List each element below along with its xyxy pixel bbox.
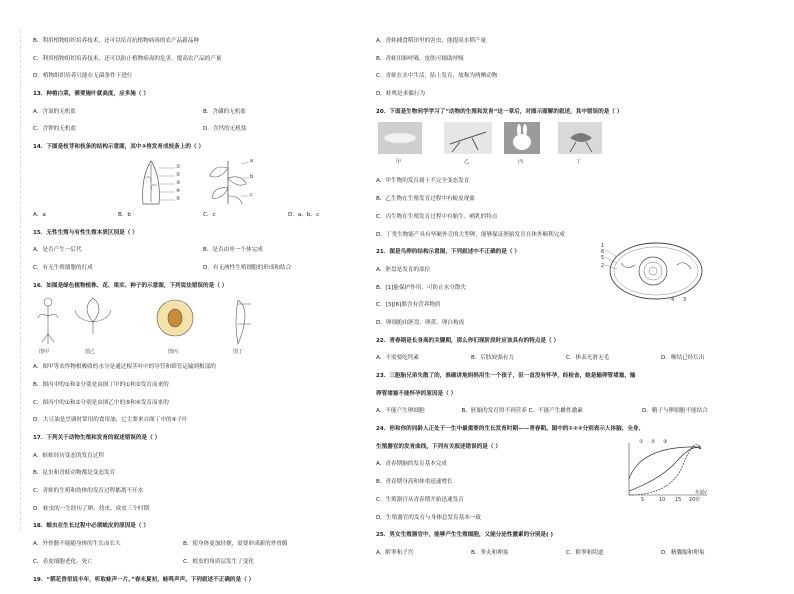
q24-curve-3: ③ [663, 439, 668, 446]
q22-stem: 22．青春期是长身高的关键期，那么你们现阶段时应该具有的特点是（ ） [376, 337, 560, 344]
q15-options-2 [33, 265, 373, 272]
q24-growth-chart [621, 439, 711, 509]
q13-option-b: B．含磷的无机盐 [203, 108, 246, 115]
q14-option-d: D．a、b、c [288, 211, 320, 218]
q15-option-d: D．有无两性生殖细胞的形成和结合 [203, 264, 292, 271]
q13-options [33, 109, 373, 116]
q18-option-c: C．表皮细胞老化、死亡 [33, 558, 93, 565]
q23-option-bc: B．胚胎的发育得不到营养 C．不能产生雌性激素 [461, 408, 583, 415]
q14-options [33, 212, 373, 219]
q16-option-d: D．大豆油是烹调时常用的食用油，它主要来自图丁中的④子叶 [33, 417, 188, 424]
q18-options [33, 541, 373, 548]
binding-margin-rule [20, 30, 21, 530]
q14-label-1: ① [176, 163, 181, 170]
q14-label-4: ④ [176, 187, 181, 194]
q21-label-1: 1 [601, 243, 605, 250]
q16-caption-jia: 图甲 [39, 349, 50, 356]
q22-option-d: D．喉结已经长出 [661, 355, 705, 362]
q17-option-a: A．蛙蛙经历变态的发育过程 [33, 452, 104, 459]
q18-option-d: C．蝗虫的角质层发生了变化 [183, 558, 255, 565]
q25-options [376, 550, 756, 557]
q15-option-b: B．是否由单一个体完成 [203, 247, 263, 254]
q21-option-d: D．卵细胞由胚盘、卵黄、卵白构成 [376, 319, 465, 326]
q20-option-c: C．丙生物在生殖发育过程中有胎生、哺乳的特点 [376, 213, 498, 220]
q12-option-c: C．利用植物组织培养技术，还可以防止植物病毒的危害，提高农产品的产量 [33, 55, 222, 62]
q23-options [376, 408, 756, 415]
q21-option-c: C．[3][6]都含有营养物质 [376, 302, 441, 309]
q20-caption-bing: 丙 [518, 159, 524, 166]
q16-option-c: C．图丙中的①和②分别是由图乙中的⑤和⑥发育而来的 [33, 399, 169, 406]
q20-option-d: D．丁类生物能产具有坚硬外壳的大型卵，能够保证胚胎发育在体外顺利完成 [376, 231, 565, 238]
q14-label-c: c [250, 191, 253, 198]
q24-stem: 24．你和你的同龄人正处于一生中最重要的生长发育时期——青春期。图中的①②③分别表示人体脑、全身、 [376, 426, 645, 433]
q24-tick-10: 10 [659, 497, 666, 504]
q16-option-a: A．图甲等农作物根吸收的水分是通过根茎叶中的导管和筛管运输到根部的 [33, 364, 216, 371]
q14-label-2: ② [176, 171, 181, 178]
q18-stem: 18．蝗虫在生长过程中必须蜕皮的原因是（ ） [33, 523, 150, 530]
q16-caption-ding: 图丁 [233, 349, 244, 356]
q21-label-2: 2 [601, 263, 605, 270]
q25-option-a: A．附睾和子宫 [376, 549, 414, 556]
plant-flower-fruit-seed-diagram [33, 294, 273, 348]
q14-label-a: a [250, 157, 254, 164]
q18-options-2 [33, 559, 373, 566]
q24-curve-1: ① [639, 439, 644, 446]
q24-tick-20: 20 [689, 497, 696, 504]
q19-stem: 19．“稻花香里说丰年，听取蛙声一片。”春末夏初，蛙鸣声声。下列叙述不正确的是（ ） [33, 576, 255, 583]
q14-option-a: A．a [33, 211, 46, 218]
q14-label-5: ⑤ [176, 195, 181, 202]
q13-option-d: D．含钙的无机盐 [203, 126, 247, 133]
q14-label-3: ③ [176, 179, 181, 186]
q24-option-d: D．生殖器官的发育与身体总发育基本一致 [376, 514, 481, 521]
q21-egg-figure [601, 237, 711, 307]
q16-option-b: B．图丙中的①和②分别是由图丁中的①和②发育而来的 [33, 381, 169, 388]
q21-option-a: A．胚盘是发育的部位 [376, 266, 431, 273]
q17-stem: 17．下列关于动物生殖和发育的叙述错误的是（ ） [33, 435, 161, 441]
q25-option-b: B．睾丸和卵巢 [471, 549, 509, 556]
q20-option-a: A．甲生物的发育属于不完全变态发育 [376, 178, 470, 185]
q19-option-b: B．青蛙用肺呼吸，皮肤可辅助呼吸 [376, 55, 464, 62]
q25-option-c: C．附睾和阴道 [566, 549, 604, 556]
q16-figure [33, 294, 373, 356]
q19-option-d: D．蛙鸣是求偶行为 [376, 91, 426, 98]
q20-caption-yi: 乙 [464, 159, 470, 166]
q15-option-c: C．有无生殖细胞的打成 [33, 264, 93, 271]
q21-block [376, 243, 756, 326]
q23-stem-cont: 卵管堵塞不能怀孕的原因是（ ） [376, 390, 457, 397]
q24-tick-15: 15 [675, 497, 682, 504]
q20-option-b: B．乙生物在生殖发育过程中有蜕皮现象 [376, 196, 475, 203]
q15-options [33, 247, 373, 254]
q24-option-b: B．青春期身高和体重迅速增长 [376, 479, 453, 486]
q22-option-b: B．后肢较强有力 [471, 355, 514, 362]
q16-caption-bing: 图丙 [168, 349, 179, 356]
q17-option-b: B．昆虫和青蛙动物都是变态发育 [33, 470, 116, 477]
q21-label-5: 5 [601, 255, 605, 262]
q13-option-c: C．含钾的无机盐 [33, 126, 77, 133]
q23-option-d: D．精子与卵细胞不能结合 [642, 408, 708, 415]
q25-option-d: D．精囊腺和卵巢 [661, 549, 705, 556]
q13-option-a: A．含氮的无机盐 [33, 108, 76, 115]
q17-option-d: D．蛙虫的一生经历了卵、幼虫、成虫三个时期 [33, 505, 150, 512]
q21-stem: 21．图是鸟卵的结构示意图，下列叙述中不正确的是（ ） [376, 249, 520, 256]
q20-stem: 20．下面是生物同学学习了“动物的生殖和发育”这一章后，对图示图解的叙述，其中错误的是（ ） [376, 108, 623, 115]
q13-options-2 [33, 126, 373, 133]
right-column [376, 38, 756, 568]
left-column [33, 38, 373, 594]
q12-option-b: B．利用植物组织培养技术，还可以培育抗植物病毒的农产品新品种 [33, 38, 200, 44]
q18-option-b: B．使身体更加轻便，需要形成新的外骨骼 [183, 541, 288, 548]
q20-caption-jia: 甲 [396, 159, 402, 166]
q22-option-c: C．体表光滑无毛 [566, 355, 610, 362]
q24-option-c: C．生殖器官从青春期开始迅速发育 [376, 496, 464, 503]
q23-option-a: A．不能产生卵细胞 [376, 408, 425, 415]
q24-axis-age: 年龄/岁 [695, 490, 707, 504]
q24-stem-cont: 生殖器官的发育曲线，下列有关叙述错误的是（ ） [376, 443, 502, 450]
q24-curve-2: ② [651, 439, 656, 446]
q12-option-d: D．植物组织培养只能在无菌条件下进行 [33, 73, 133, 80]
q21-option-b: B．[1]能保护作用，可防止水分散失 [376, 284, 467, 291]
q21-label-6: 6 [601, 249, 605, 256]
q14-figure [123, 156, 373, 206]
q25-stem: 25．男女生殖器官中，能够产生生殖细胞，又能分泌性激素的分别是( ) [376, 532, 554, 539]
q14-stem: 14．下图是枝芽和枝条的结构示意图，其中③将发育成枝条上的（ ） [33, 144, 205, 151]
q16-caption-yi: 图乙 [85, 349, 96, 356]
q20-caption-ding: 丁 [576, 159, 582, 166]
q24-tick-5: 5 [641, 497, 645, 504]
q23-stem: 23．三胞胎兄弟失散了的，准确讲地妈妈用生一个孩子，但一直没有怀孕，经检查，她是输卵管堵塞，输 [376, 373, 636, 379]
q18-option-a: A．外骨骼不能随身体的生长而长大 [33, 541, 121, 548]
q19-option-a: A．青蛙捕食稻田里的害虫，能提高水稻产量 [376, 38, 487, 44]
q14-option-b: B．b [118, 211, 131, 218]
q16-stem: 16．如图是绿色植物植株、花、果实、种子的示意图，下列说法错误的是（ ） [33, 282, 228, 289]
q17-option-c: C．青蛙的生殖和幼体的发育过程都离不开水 [33, 488, 144, 495]
q24-option-a: A．青春期脑的发育基本完成 [376, 461, 447, 468]
q15-stem: 15．无性生殖与有性生殖本质区别是（ ） [33, 229, 138, 236]
q14-option-c: C．c [203, 211, 216, 218]
q19-option-c: C．青蛙在水中生活，陆上发育，故称为两栖动物 [376, 73, 498, 80]
q21-label-3: 3 [683, 297, 687, 304]
q22-option-a: A．不需要吃钙素 [376, 355, 419, 362]
q22-options [376, 355, 756, 362]
q13-stem: 13．种植白菜，需要施叶就高度，应多施（ ） [33, 91, 150, 98]
q14-label-b: b [250, 173, 254, 180]
q21-label-4: 4 [671, 297, 675, 304]
q15-option-a: A．是否产生一后代 [33, 247, 82, 254]
bird-egg-diagram [601, 237, 711, 303]
q20-figure [376, 120, 756, 172]
